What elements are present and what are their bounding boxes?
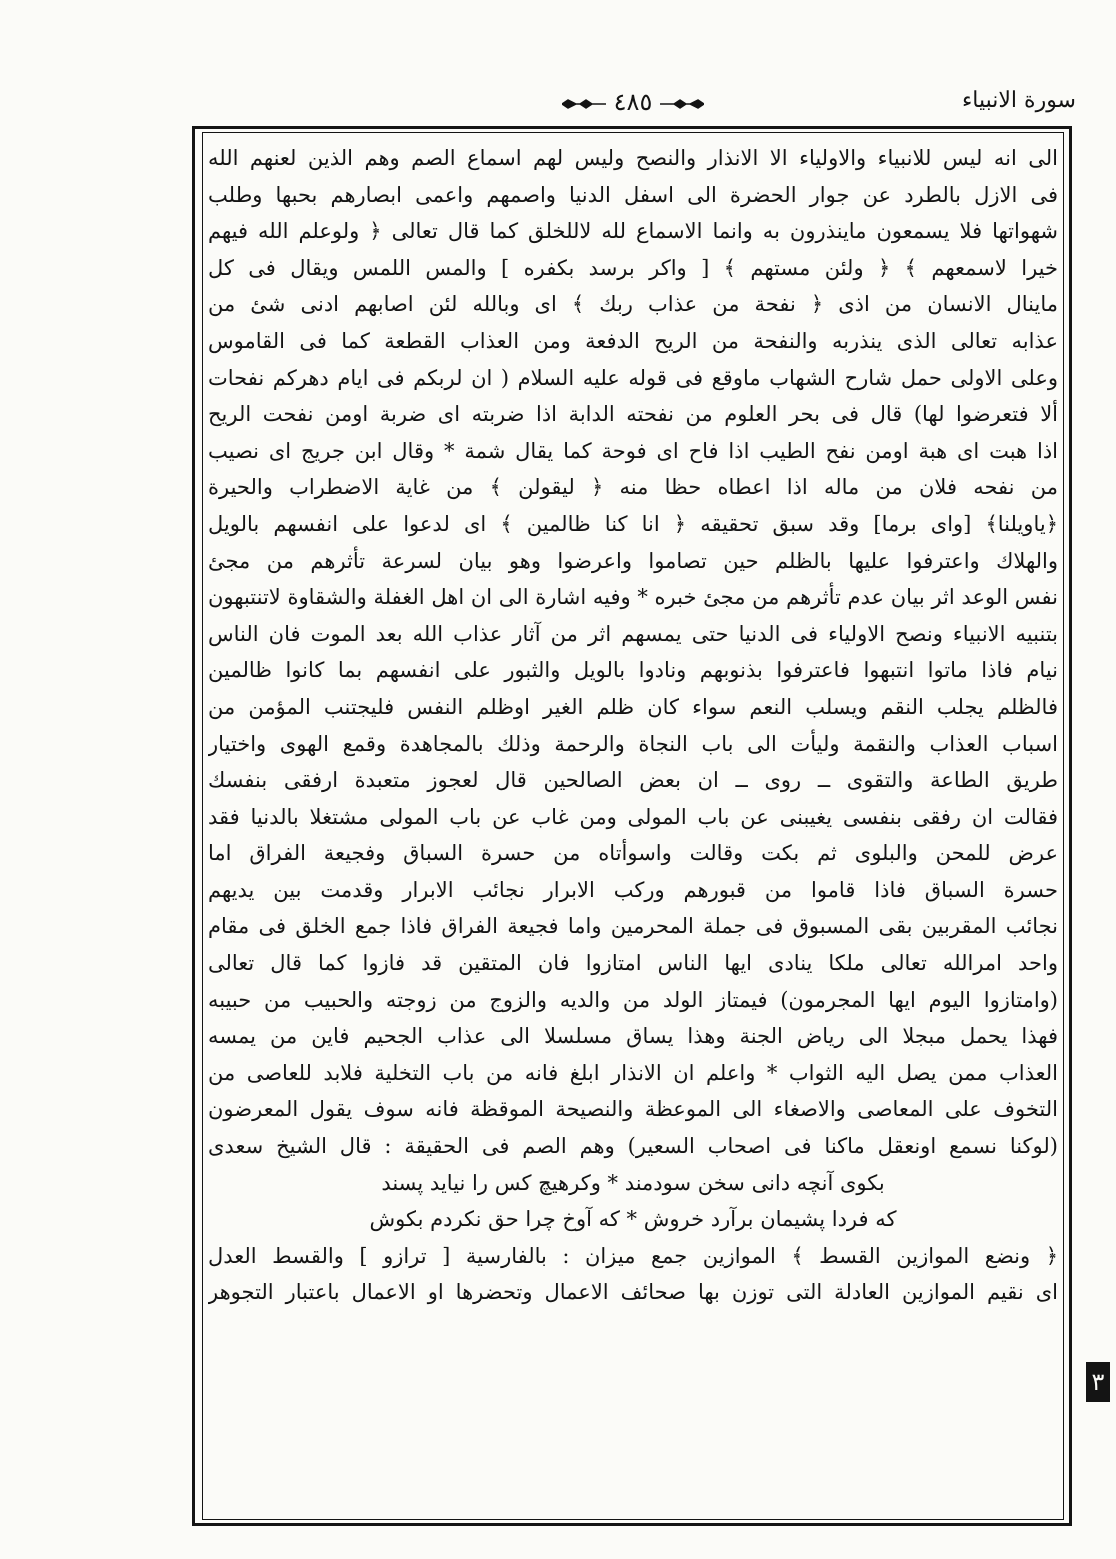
text-line: نفس الوعد اثر بيان عدم تأثرهم من مجئ خبره * وفيه اشارة الى ان اهل الغفلة والشقاوة لاتنتبهون (208, 585, 1058, 610)
text-line: فهذا يحمل مبجلا الى رياض الجنة وهذا يساق مسلسلا الى عذاب الجحيم فاين من يمسه (208, 1024, 1058, 1049)
text-line: بتنبيه الانبياء ونصح الاولياء فى الدنيا حتى يمسهم اثر من آثار عذاب الله بعد الموت فان الناس (208, 621, 1058, 646)
text-line: العذاب ممن يصل اليه الثواب * واعلم ان الانذار ابلغ فانه من باب التخلية فلابد للعاصى من (208, 1060, 1058, 1085)
text-line: فى الازل بالطرد عن جوار الحضرة الى اسفل الدنيا واصمهم واعمى ابصارهم بحبها وطلب (208, 182, 1058, 207)
text-line: عذابه تعالى الذى ينذربه والنفحة من الريح الدفعة ومن العذاب القطعة كما فى القاموس (208, 328, 1058, 353)
text-line: شهواتها فلا يسمعون ماينذرون به وانما الاسماع لله لاللخلق كما قال تعالى ﴿ ولوعلم الله فيهم (208, 219, 1058, 244)
surah-title: سورة الانبياء (961, 88, 1076, 113)
text-line: من نفحه فلان من ماله اذا اعطاه حظا منه ﴿ ليقولن ﴾ من غاية الاضطراب والحيرة (208, 475, 1058, 500)
text-line: اذا هبت اى هبة اومن نفح الطيب اذا فاح اى فوحة كما يقال شمة * وقال ابن جريج اى نصيب (208, 438, 1058, 463)
text-line: ماينال الانسان من اذى ﴿ نفحة من عذاب ربك ﴾ اى وبالله لئن اصابهم ادنى شئ من (208, 292, 1058, 317)
ornament-left-icon (660, 99, 704, 109)
text-line: حسرة السباق فاذا قاموا من قبورهم وركب الابرار نجائب الابرار وقدمت بين يديهم (208, 877, 1058, 902)
ornament-right-icon (562, 99, 606, 109)
text-line: التخوف على المعاصى والاصغاء الى الموعظة والنصيحة الموقظة فانه سوف يقول المعرضون (208, 1097, 1058, 1122)
page-header (190, 88, 1076, 124)
text-line: وعلى الاولى حمل شارح الشهاب ماوقع فى قوله عليه السلام ( ان لربكم فى ايام دهركم نفحات (208, 365, 1058, 390)
text-line: اى نقيم الموازين العادلة التى توزن بها صحائف الاعمال وتحضرها او الاعمال باعتبار التجوهر (208, 1280, 1058, 1305)
text-line: ﴿ياويلنا﴾ [واى برما] وقد سبق تحقيقه ﴿ انا كنا ظالمين ﴾ اى لدعوا على انفسهم بالويل (208, 511, 1058, 536)
text-line: (وامتازوا اليوم ايها المجرمون) فيمتاز الولد من والديه والزوج من زوجته والحبيب من حبيبه (208, 987, 1058, 1012)
text-line: الى انه ليس للانبياء والاولياء الا الانذار والنصح وليس لهم اسماع الصم وهم الذين لعنهم الله (208, 146, 1058, 170)
text-line: ﴿ ونضع الموازين القسط ﴾ الموازين جمع ميزان : بالفارسية [ ترازو ] والقسط العدل (208, 1243, 1058, 1268)
verse-line: بكوى آنچه دانى سخن سودمند * وكرهيچ كس را نيايد پسند (381, 1170, 885, 1195)
text-line: ألا فتعرضوا لها) قال فى بحر العلوم من نفحته الدابة اذا ضربته اى ضربة اومن نفحت الريح (208, 402, 1058, 427)
text-line: خيرا لاسمعهم ﴾ ﴿ ولئن مستهم ﴾ [ واكر برسد بكفره ] والمس اللمس ويقال فى كل (208, 255, 1058, 280)
page-number: ٤٨٥ (613, 88, 653, 116)
text-line: طريق الطاعة والتقوى ــ روى ــ ان بعض الصالحين قال لعجوز متعبدة ارفقى بنفسك (208, 768, 1058, 793)
text-line: واحد امرالله تعالى ملكا ينادى ايها الناس امتازوا فان المتقين قد فازوا كما قال تعالى (208, 951, 1058, 976)
text-line: اسباب العذاب والنقمة وليأت الى باب النجاة والرحمة وذلك بالمجاهدة وقمع الهوى واختيار (208, 731, 1058, 756)
verse-line: كه فردا پشيمان برآرد خروش * كه آوخ چرا حق نكردم بكوش (369, 1207, 897, 1232)
text-line: عرض للمحن والبلوى ثم بكت وقالت واسوأتاه من حسرة السباق وفجيعة الفراق اما (208, 841, 1058, 866)
text-line: (لوكنا نسمع اونعقل ماكنا فى اصحاب السعير) وهم الصم فى الحقيقة : قال الشيخ سعدى (208, 1134, 1058, 1159)
text-line: فالظلم يجلب النقم ويسلب النعم سواء كان ظلم الغير اوظلم النفس فليجتنب المؤمن من (208, 694, 1058, 719)
text-line: والهلاك واعترفوا عليها بالظلم حين تصاموا واعرضوا وهو بيان لسرعة تأثرهم من مجئ (208, 548, 1058, 573)
body-text (208, 140, 1058, 1311)
text-line: فقالت ان رفقى بنفسى يغيبنى عن باب المولى ومن غاب عن باب المولى مشتغلا بالدنيا فقد (208, 804, 1058, 829)
text-line: نجائب المقربين بقى المسبوق فى جملة المحرمين واما فجيعة الفراق فاذا جمع الخلق فى مقام (208, 914, 1058, 939)
margin-marker: ٣ (1086, 1362, 1110, 1402)
text-line: نيام فاذا ماتوا انتبهوا فاعترفوا بذنوبهم ونادوا بالويل والثبور على انفسهم بما كانوا ظالمين (208, 658, 1058, 683)
page-number-group (562, 88, 704, 116)
